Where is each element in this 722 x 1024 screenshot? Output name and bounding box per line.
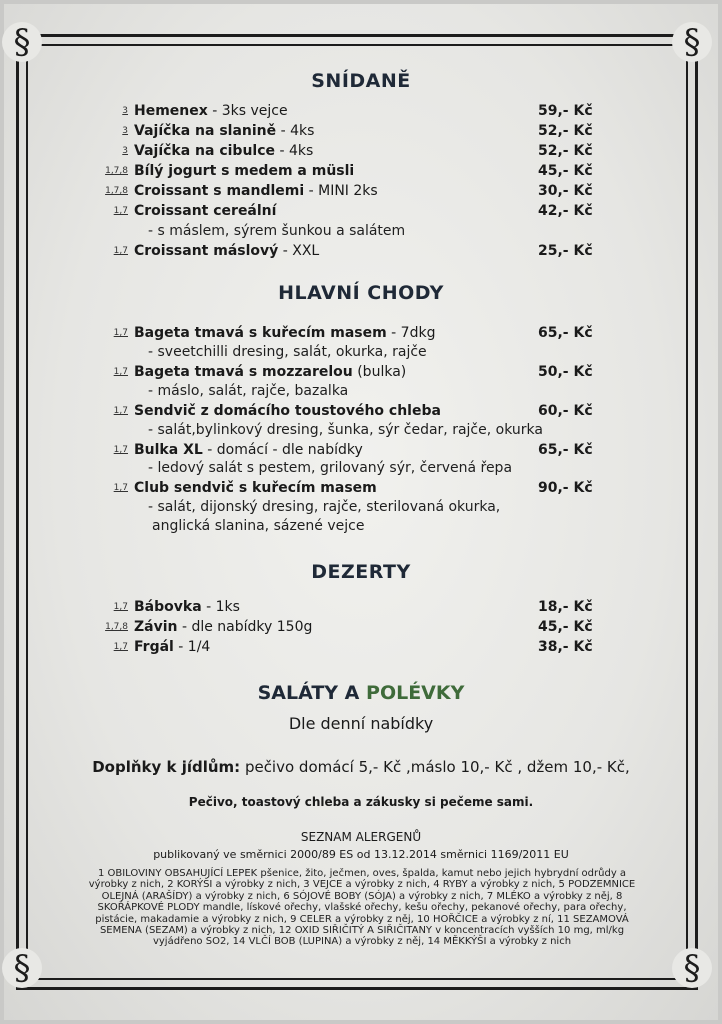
item-name: Vajíčka na slanině - 4ks <box>134 123 315 139</box>
allergen-number: 1,7 <box>113 445 128 455</box>
item-name: Frgál - 1/4 <box>134 639 211 655</box>
item-price: 50,- Kč <box>538 364 593 380</box>
item-price: 30,- Kč <box>538 183 593 199</box>
item-price: 52,- Kč <box>538 123 593 139</box>
allergen-number: 3 <box>122 146 128 156</box>
item-name: Hemenex - 3ks vejce <box>134 103 288 119</box>
item-name: Vajíčka na cibulce - 4ks <box>134 143 314 159</box>
item-price: 65,- Kč <box>538 325 593 341</box>
item-price: 45,- Kč <box>538 163 593 179</box>
allergen-number: 3 <box>122 106 128 116</box>
allergen-number: 1,7,8 <box>105 166 128 176</box>
allergen-number: 1,7 <box>113 406 128 416</box>
section-title-dezerty: DEZERTY <box>311 561 411 583</box>
item-name: Bílý jogurt s medem a müsli <box>134 163 355 179</box>
menu-item <box>0 101 722 121</box>
corner-ornament-icon: § <box>672 22 712 62</box>
item-price: 60,- Kč <box>538 403 593 419</box>
section-title-salaty-polevky: SALÁTY A POLÉVKY <box>257 682 465 704</box>
item-description: - sveetchilli dresing, salát, okurka, rajče <box>148 344 427 360</box>
menu-item <box>0 478 722 498</box>
item-description: anglická slanina, sázené vejce <box>152 518 365 534</box>
menu-item <box>0 121 722 141</box>
item-name: Sendvič z domácího toustového chleba <box>134 403 441 419</box>
allergen-number: 1,7 <box>113 642 128 652</box>
menu-item <box>0 241 722 261</box>
section-title-snidane: SNÍDANĚ <box>311 70 411 92</box>
allergen-number: 1,7 <box>113 602 128 612</box>
allergen-number: 1,7,8 <box>105 622 128 632</box>
allergen-number: 1,7 <box>113 206 128 216</box>
item-price: 25,- Kč <box>538 243 593 259</box>
item-name: Bábovka - 1ks <box>134 599 240 615</box>
item-name: Bageta tmavá s kuřecím masem - 7dkg <box>134 325 436 341</box>
allergen-number: 1,7 <box>113 328 128 338</box>
item-description: - s máslem, sýrem šunkou a salátem <box>148 223 406 239</box>
item-price: 52,- Kč <box>538 143 593 159</box>
allergen-number: 1,7,8 <box>105 186 128 196</box>
item-price: 45,- Kč <box>538 619 593 635</box>
allergen-list: 1 OBILOVINY OBSAHUJÍCÍ LEPEK pšenice, žito, ječmen, oves, špalda, kamut nebo jejich hybrydní odrůdy a výrobky z nich, 2 KORÝŠI a výrobky z nich, 3 VEJCE a výrobky z nich, 4 RYBY a výrobky z nich, 5 PODZEMNICE OLEJNÁ (ARAŠÍDY) a výrobky z nich, 6 SÓJOVÉ BOBY (SÓJA) a výrobky z nich, 7 MLÉKO a výrobky z něj, 8 SKOŘÁPKOVÉ PLODY mandle, lískové ořechy, vlašské ořechy, kešu ořechy, pekanové ořechy, para ořechy, pistácie, makadamie a výrobky z nich, 9 CELER a výrobky z něj, 10 HOŘČICE a výrobky z ní, 11 SEZAMOVÁ SEMENA (SEZAM) a výrobky z nich, 12 OXID SIŘIČITÝ A SIŘIČITANY v koncentracích vyšších 10 mg, ml/kg vyjádřeno SO2, 14 VLČÍ BOB (LUPINA) a výrobky z něj, 14 MĚKKÝŠI a výrobky z nich <box>88 868 636 948</box>
item-price: 42,- Kč <box>538 203 593 219</box>
menu-item <box>0 617 722 637</box>
menu-item <box>0 440 722 460</box>
corner-ornament-icon: § <box>2 22 42 62</box>
allergen-number: 1,7 <box>113 246 128 256</box>
corner-ornament-icon: § <box>672 948 712 988</box>
menu-item <box>0 141 722 161</box>
item-price: 65,- Kč <box>538 442 593 458</box>
item-description: - ledový salát s pestem, grilovaný sýr, červená řepa <box>148 460 513 476</box>
item-name: Club sendvič s kuřecím masem <box>134 480 377 496</box>
menu-item <box>0 597 722 617</box>
menu-item <box>0 401 722 421</box>
corner-ornament-icon: § <box>2 948 42 988</box>
menu-item <box>0 161 722 181</box>
item-price: 90,- Kč <box>538 480 593 496</box>
allergen-number: 1,7 <box>113 367 128 377</box>
salaty-subtitle: Dle denní nabídky <box>288 714 434 733</box>
item-name: Bageta tmavá s mozzarelou (bulka) <box>134 364 407 380</box>
allergen-published: publikovaný ve směrnici 2000/89 ES od 13.12.2014 směrnici 1169/2011 EU <box>153 848 569 861</box>
item-name: Croissant cereální <box>134 203 277 219</box>
item-description: - salát, dijonský dresing, rajče, sterilovaná okurka, <box>148 499 501 515</box>
pecivo-note: Pečivo, toastový chleba a zákusky si pečeme sami. <box>188 795 534 809</box>
item-price: 59,- Kč <box>538 103 593 119</box>
allergen-number: 3 <box>122 126 128 136</box>
item-name: Bulka XL - domácí - dle nabídky <box>134 442 363 458</box>
item-description: - máslo, salát, rajče, bazalka <box>148 383 349 399</box>
item-name: Croissant s mandlemi - MINI 2ks <box>134 183 378 199</box>
doplnky-line: Doplňky k jídlům: pečivo domácí 5,- Kč ,máslo 10,- Kč , džem 10,- Kč, <box>92 758 630 776</box>
item-price: 18,- Kč <box>538 599 593 615</box>
item-name: Závin - dle nabídky 150g <box>134 619 313 635</box>
item-price: 38,- Kč <box>538 639 593 655</box>
section-title-hlavni-chody: HLAVNÍ CHODY <box>278 282 444 304</box>
menu-item <box>0 181 722 201</box>
item-name: Croissant máslový - XXL <box>134 243 320 259</box>
allergen-number: 1,7 <box>113 483 128 493</box>
menu-item <box>0 323 722 343</box>
menu-item <box>0 201 722 221</box>
menu-item <box>0 637 722 657</box>
menu-item <box>0 362 722 382</box>
allergen-title: SEZNAM ALERGENŮ <box>300 830 422 844</box>
item-description: - salát,bylinkový dresing, šunka, sýr čedar, rajče, okurka <box>148 422 543 438</box>
